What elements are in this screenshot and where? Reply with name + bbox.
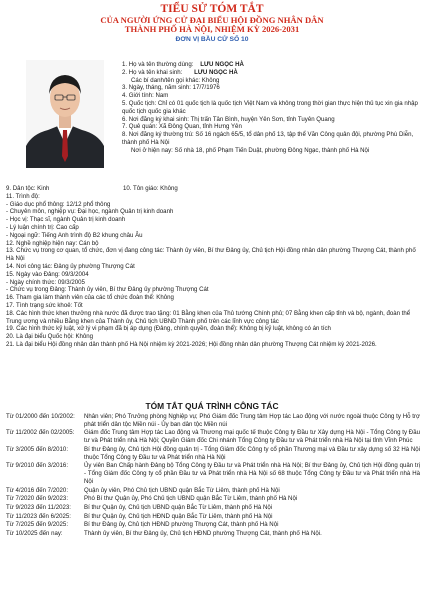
info-health: 17. Tình trạng sức khoẻ: Tốt	[6, 301, 83, 309]
document-header	[0, 3, 424, 44]
info-national-assembly: 20. Là đại biểu Quốc hội: Không	[6, 333, 94, 341]
info-birth-name: 2. Họ và tên khai sinh: LƯU NGỌC HÀ	[122, 68, 238, 76]
info-religion: 10. Tôn giáo: Không	[123, 185, 178, 192]
document-title: TIỂU SỬ TÓM TẮT	[160, 3, 264, 15]
career-row	[6, 462, 420, 485]
career-description: Quận ủy viên, Phó Chủ tịch UBND quận Bắc Từ Liêm, thành phố Hà Nội	[84, 486, 280, 494]
document-subtitle-line-1: CỦA NGƯỜI ỨNG CỬ ĐẠI BIỂU HỘI ĐỒNG NHÂN DÂN	[100, 14, 324, 25]
career-period: Từ 3/2005 đến 8/2010:	[6, 445, 69, 453]
career-period: Từ 10/2025 đến nay:	[6, 530, 63, 538]
career-period: Từ 4/2016 đến 7/2020:	[6, 486, 69, 494]
career-row	[6, 504, 420, 512]
info-political-theory: - Lý luận chính trị: Cao cấp	[6, 223, 79, 231]
portrait-photo	[26, 60, 104, 168]
career-description: Nhân viên; Phó Trưởng phòng Nghiệp vụ; Phó Giám đốc Trung tâm Hợp tác Lao động với nước ngoài thuộc Công ty Hỗ trợ phát triển dân tộc Miền núi - Ủy ban dân tộc Miền núi	[84, 413, 420, 428]
info-general-education: - Giáo dục phổ thông: 12/12 phổ thông	[6, 200, 111, 208]
career-description: Thành ủy viên, Bí thư Đảng ủy, Chủ tịch HĐND phường Thượng Cát, thành phố Hà Nội.	[84, 530, 322, 538]
career-period: Từ 7/2020 đến 9/2023:	[6, 495, 69, 503]
info-hometown: 7. Quê quán: Xã Đông Quan, tỉnh Hưng Yên	[122, 123, 242, 131]
info-permanent-residence: 8. Nơi đăng ký thường trú: Số 16 ngách 65/5, tổ dân phố 13, tập thể Văn Công quân đội, phường Phù Diễn, thành phố Hà Nội	[122, 131, 414, 146]
info-ethnicity: 9. Dân tộc: Kinh	[6, 185, 50, 192]
info-ethnicity-religion	[6, 185, 420, 193]
info-current-residence: Nơi ở hiện nay: Số nhà 18, phố Phạm Tiến Duật, phường Đông Ngạc, thành phố Hà Nội	[131, 146, 370, 154]
career-description: Ủy viên Ban Chấp hành Đảng bộ Tổng Công ty Đầu tư và Phát triển nhà Hà Nội; Bí thư Đảng ủy, Chủ tịch Hội đồng quản trị - Tổng Giám đốc Công ty cổ phần Đầu tư và Phát triển nhà Hà Nội số 68 thuộc Tổng Công ty Đầu tư và Phát triển nhà Hà Nội	[84, 462, 420, 486]
info-council-member: 21. Là đại biểu Hội đồng nhân dân thành phố Hà Nội nhiệm kỳ 2021-2026; Hội đồng nhân dân phường Thượng Cát nhiệm kỳ 2021-2026.	[6, 340, 377, 348]
career-description: Bí thư Quận ủy, Chủ tịch HĐND quận Bắc Từ Liêm, thành phố Hà Nội	[84, 512, 273, 520]
career-row	[6, 487, 420, 495]
portrait-illustration	[26, 60, 104, 168]
career-row	[6, 429, 420, 445]
info-nationality: 5. Quốc tịch: Chỉ có 01 quốc tịch là quốc tịch Việt Nam và không trong thời gian thực hiện thủ tục xin gia nhập quốc tịch quốc gia khác	[122, 99, 418, 115]
info-party-join-date: 15. Ngày vào Đảng: 09/3/2004	[6, 270, 89, 278]
career-description: Phó Bí thư Quận ủy, Phó Chủ tịch UBND quận Bắc Từ Liêm, thành phố Hà Nội	[84, 495, 298, 503]
career-period: Từ 9/2023 đến 11/2023:	[6, 504, 71, 512]
info-gender: 4. Giới tính: Nam	[122, 92, 169, 100]
career-row	[6, 513, 420, 521]
info-position: 13. Chức vụ trong cơ quan, tổ chức, đơn vị đang công tác: Thành ủy viên, Bí thư Đảng ủy, Chủ tịch Hội đồng nhân dân phường Thượng Cát, thành phố Hà Nội	[6, 247, 416, 263]
career-row	[6, 413, 420, 429]
career-row	[6, 530, 420, 538]
career-description: Bí thư Quận ủy, Chủ tịch UBND quận Bắc Từ Liêm, thành phố Hà Nội	[84, 504, 273, 512]
info-degree: - Học vị: Thạc sĩ, ngành Quản trị kinh doanh	[6, 216, 126, 224]
info-specialization: - Chuyên môn, nghiệp vụ: Đại học, ngành Quản trị kinh doanh	[6, 208, 174, 216]
info-occupation: 12. Nghề nghiệp hiện nay: Cán bộ	[6, 239, 99, 247]
info-aliases: Các bí danh/tên gọi khác: Không	[131, 76, 220, 84]
career-period: Từ 11/2023 đến 6/2025:	[6, 512, 71, 520]
info-workplace: 14. Nơi công tác: Đảng ủy phường Thượng Cát	[6, 262, 135, 270]
info-birth-registration: 6. Nơi đăng ký khai sinh: Thị trấn Tân Bình, huyện Yên Sơn, tỉnh Tuyên Quang	[122, 115, 335, 123]
career-period: Từ 7/2025 đến 9/2025:	[6, 521, 69, 529]
career-row	[6, 446, 420, 462]
info-party-official-date: - Ngày chính thức: 09/3/2005	[6, 278, 85, 286]
personal-info-details	[6, 185, 420, 349]
electoral-unit: ĐƠN VỊ BẦU CỬ SỐ 10	[175, 35, 249, 43]
info-party-position: - Chức vụ trong Đảng: Thành ủy viên, Bí thư Đảng ủy phường Thượng Cát	[6, 286, 209, 294]
career-description: Bí thư Đảng ủy, Chủ tịch HĐND phường Thượng Cát, thành phố Hà Nội	[84, 521, 279, 529]
info-birth-date: 3. Ngày, tháng, năm sinh: 17/7/1976	[122, 84, 220, 92]
career-description: Giám đốc Trung tâm Hợp tác Lao động và Thương mại quốc tế thuộc Công ty Đầu tư Xây dựng Hà Nội - Tổng Công ty Đầu tư và Phát triển nhà Hà Nội; Quyền Giám đốc Chi nhánh Tổng Công ty Đầu tư và Phát triển nhà Hà Nội tại tỉnh Vĩnh Phúc	[84, 429, 420, 445]
career-section-title: TÓM TẮT QUÁ TRÌNH CÔNG TÁC	[145, 401, 279, 411]
career-period: Từ 9/2010 đến 3/2016:	[6, 462, 69, 470]
info-awards: 18. Các hình thức khen thưởng nhà nước đã được trao tặng: 01 Bằng khen của Thủ tướng Chính phủ; 07 Bằng khen cấp tỉnh và bộ, ngành, đoàn thể Trung ương và nhiều Bằng khen của Thành ủy, Chủ tịch UBND Thành phố trên các lĩnh vực công tác	[6, 309, 411, 325]
career-period: Từ 11/2002 đến 02/2005:	[6, 429, 75, 437]
career-list	[6, 413, 420, 539]
career-row	[6, 495, 420, 503]
career-description: Bí thư Đảng ủy, Chủ tịch Hội đồng quản trị - Tổng Giám đốc Công ty cổ phần Thương mại và Đầu tư xây dựng số 32 Hà Nội thuộc Tổng Công ty Đầu tư và Phát triển nhà Hà Nội	[84, 445, 420, 461]
info-common-name: 1. Họ và tên thường dùng: LƯU NGỌC HÀ	[122, 61, 244, 68]
info-education: 11. Trình độ:	[6, 192, 40, 200]
document-subtitle-line-2: THÀNH PHỐ HÀ NỘI, NHIỆM KỲ 2026-2031	[124, 24, 300, 35]
info-discipline: 19. Các hình thức kỷ luật, xử lý vi phạm đã bị áp dụng (Đảng, chính quyền, đoàn thể): Không bị kỷ luật, không có án tích	[6, 325, 331, 333]
info-foreign-language: - Ngoại ngữ: Tiếng Anh trình độ B2 khung châu Âu	[6, 231, 143, 239]
personal-info-top	[122, 61, 418, 155]
career-row	[6, 521, 420, 529]
info-organizations: 16. Tham gia làm thành viên của các tổ chức đoàn thể: Không	[6, 294, 174, 302]
career-period: Từ 01/2000 đến 10/2002:	[6, 413, 75, 420]
